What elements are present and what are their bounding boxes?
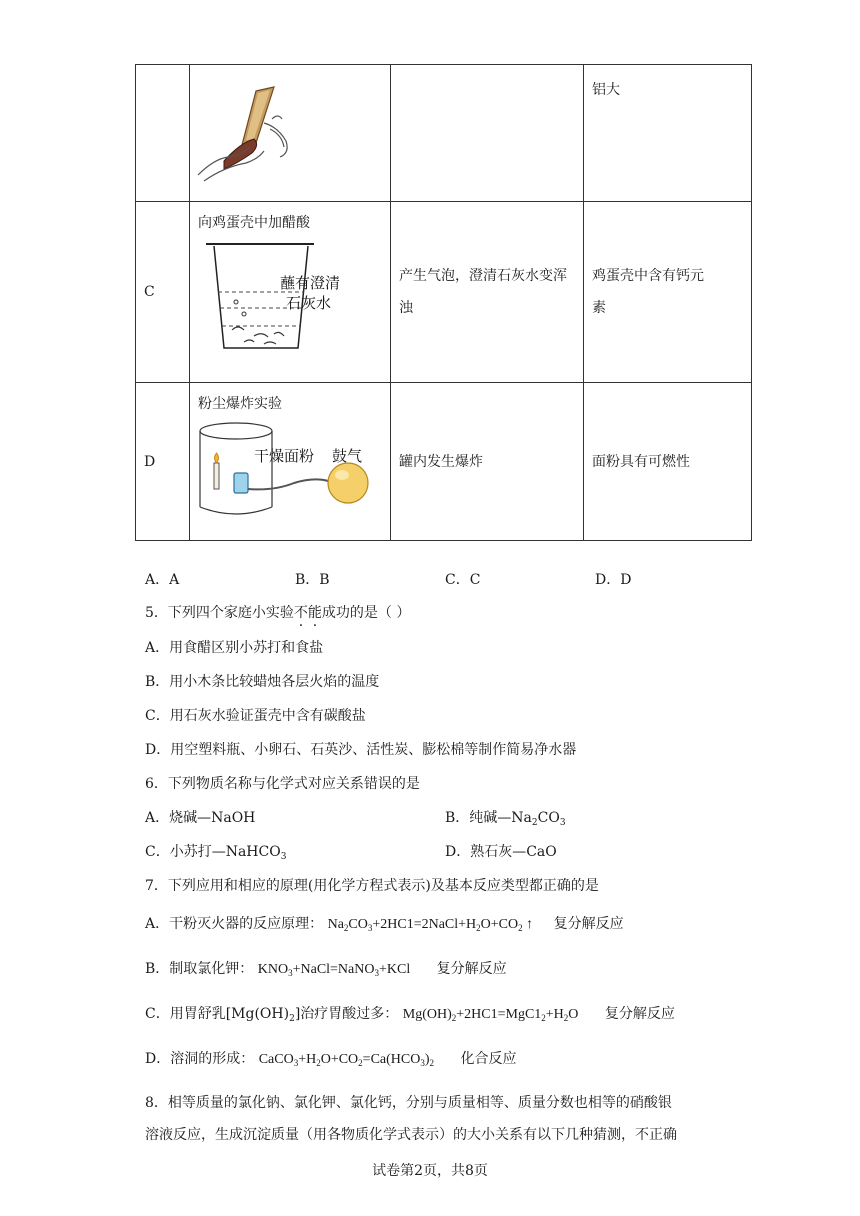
row-c-conclusion-line-2: 素 (592, 300, 606, 316)
q7-d-type: 化合反应 (460, 1051, 517, 1067)
q6-option-b (445, 808, 566, 833)
q4-option-d: D．D (595, 572, 632, 588)
row-b-phenomenon-cell (391, 65, 584, 202)
q5-option-c: C．用石灰水验证蛋壳中含有碳酸盐 (145, 708, 366, 724)
row-b-conclusion: 铝大 (592, 82, 620, 98)
row-c-operation: 向鸡蛋壳中加醋酸 (198, 215, 310, 231)
q7-c-text2: ]治疗胃酸过多： (294, 1006, 399, 1022)
q8-line-1: 8．相等质量的氯化钠、氯化钾、氯化钙，分别与质量相等、质量分数也相等的硝酸银 (145, 1095, 672, 1111)
q5-option-b: B．用小木条比较蜡烛各层火焰的温度 (145, 674, 380, 690)
row-c-figure-label-1: 蘸有澄清 (280, 274, 341, 292)
q7-a-equation: $Na_2CO_3+2HC1=2NaCl+H_2O+CO_2$ ↑ (327, 917, 534, 933)
q7-option-b (145, 959, 507, 983)
row-d-operation-cell (190, 383, 391, 541)
q5-stem-post: 成功的是（ ） (321, 605, 411, 621)
q6-b-sub2: 3 (559, 818, 566, 828)
row-c-conclusion-cell (584, 202, 752, 383)
row-c-figure-label-2: 石灰水 (286, 294, 332, 312)
q6-b-sub: 2 (531, 818, 538, 828)
q7-b-equation: $KNO_3+NaCl=NaNO_3+KCl$ (257, 962, 411, 978)
row-b-operation-cell (190, 65, 391, 202)
q6-b-pre: B．纯碱—Na (445, 810, 532, 826)
q5-stem-pre: 5．下列四个家庭小实验 (145, 605, 294, 621)
q6-option-c (145, 842, 286, 867)
q7-c-type: 复分解反应 (604, 1006, 675, 1022)
dust-explosion-illustration (194, 417, 386, 523)
row-d-operation: 粉尘爆炸实验 (198, 396, 282, 412)
row-d-figure-label-2: 鼓气 (332, 447, 363, 465)
q4-option-b: B．B (295, 572, 330, 588)
q5-option-d: D．用空塑料瓶、小卵石、石英沙、活性炭、膨松棉等制作简易净水器 (145, 742, 577, 758)
row-d-letter: D (136, 383, 190, 541)
experiment-table (135, 64, 752, 541)
q7-a-type: 复分解反应 (553, 916, 624, 932)
row-c-phenomenon-line-1: 产生气泡，澄清石灰水变浑 (399, 268, 567, 284)
q7-stem: 7．下列应用和相应的原理(用化学方程式表示)及基本反应类型都正确的是 (145, 878, 599, 894)
q4-option-c: C．C (445, 572, 481, 588)
q6-b-post: CO (537, 810, 560, 826)
row-d-conclusion: 面粉具有可燃性 (584, 383, 752, 541)
sanding-metal-illustration (194, 83, 304, 183)
row-d-phenomenon: 罐内发生爆炸 (391, 383, 584, 541)
q6-c-sub: 3 (280, 852, 287, 862)
row-d-figure-label-1: 干燥面粉 (254, 447, 315, 465)
row-c-operation-cell (190, 202, 391, 383)
q7-option-a (145, 914, 624, 938)
row-c-letter: C (136, 202, 190, 383)
table-row-d (136, 383, 752, 541)
q8-line-2: 溶液反应，生成沉淀质量（用各物质化学式表示）的大小关系有以下几种猜测，不正确 (145, 1127, 677, 1143)
q5-stem-emphasis-1: 不 (293, 605, 308, 621)
q4-option-a: A．A (145, 572, 180, 588)
q7-option-c: C．用胃舒乳$[Mg(OH)_2]$治疗胃酸过多： $Mg(OH)_2+2HC1=MgC1_2+H_2O$ 复分解反应 (145, 1006, 675, 1024)
q7-b-type: 复分解反应 (436, 961, 507, 977)
q7-option-d (145, 1049, 516, 1073)
q5-option-a: A．用食醋区别小苏打和食盐 (145, 640, 324, 656)
row-c-phenomenon-line-2: 浊 (399, 300, 413, 316)
q7-c-text: C．用胃舒乳[Mg(OH) (145, 1006, 290, 1022)
q7-b-text: B．制取氯化钾： (145, 961, 254, 977)
row-b-letter-cell (136, 65, 190, 202)
q5-stem-emphasis-2: 能 (307, 605, 322, 621)
row-c-conclusion-line-1: 鸡蛋壳中含有钙元 (592, 268, 704, 284)
row-c-phenomenon-cell (391, 202, 584, 383)
table-row-c (136, 202, 752, 383)
q7-d-text: D．溶洞的形成： (145, 1051, 255, 1067)
q5-stem (145, 603, 410, 623)
q6-stem: 6．下列物质名称与化学式对应关系错误的是 (145, 776, 420, 792)
page-footer: 试卷第2页，共8页 (372, 1163, 488, 1179)
q7-c-equation: $Mg(OH)_2+2HC1=MgC1_2+H_2O$ (402, 1007, 579, 1023)
q7-a-text: A．干粉灭火器的反应原理： (145, 916, 324, 932)
q6-option-a: A．烧碱—NaOH (145, 810, 256, 826)
eggshell-vinegar-illustration (194, 236, 384, 360)
q6-option-d: D．熟石灰—CaO (445, 844, 557, 860)
q7-d-equation: $CaCO_3+H_2O+CO_2=Ca(HCO_3)_2$ (258, 1052, 435, 1068)
q6-c-pre: C．小苏打—NaHCO (145, 844, 281, 860)
table-row-b (136, 65, 752, 202)
row-b-conclusion-cell (584, 65, 752, 202)
